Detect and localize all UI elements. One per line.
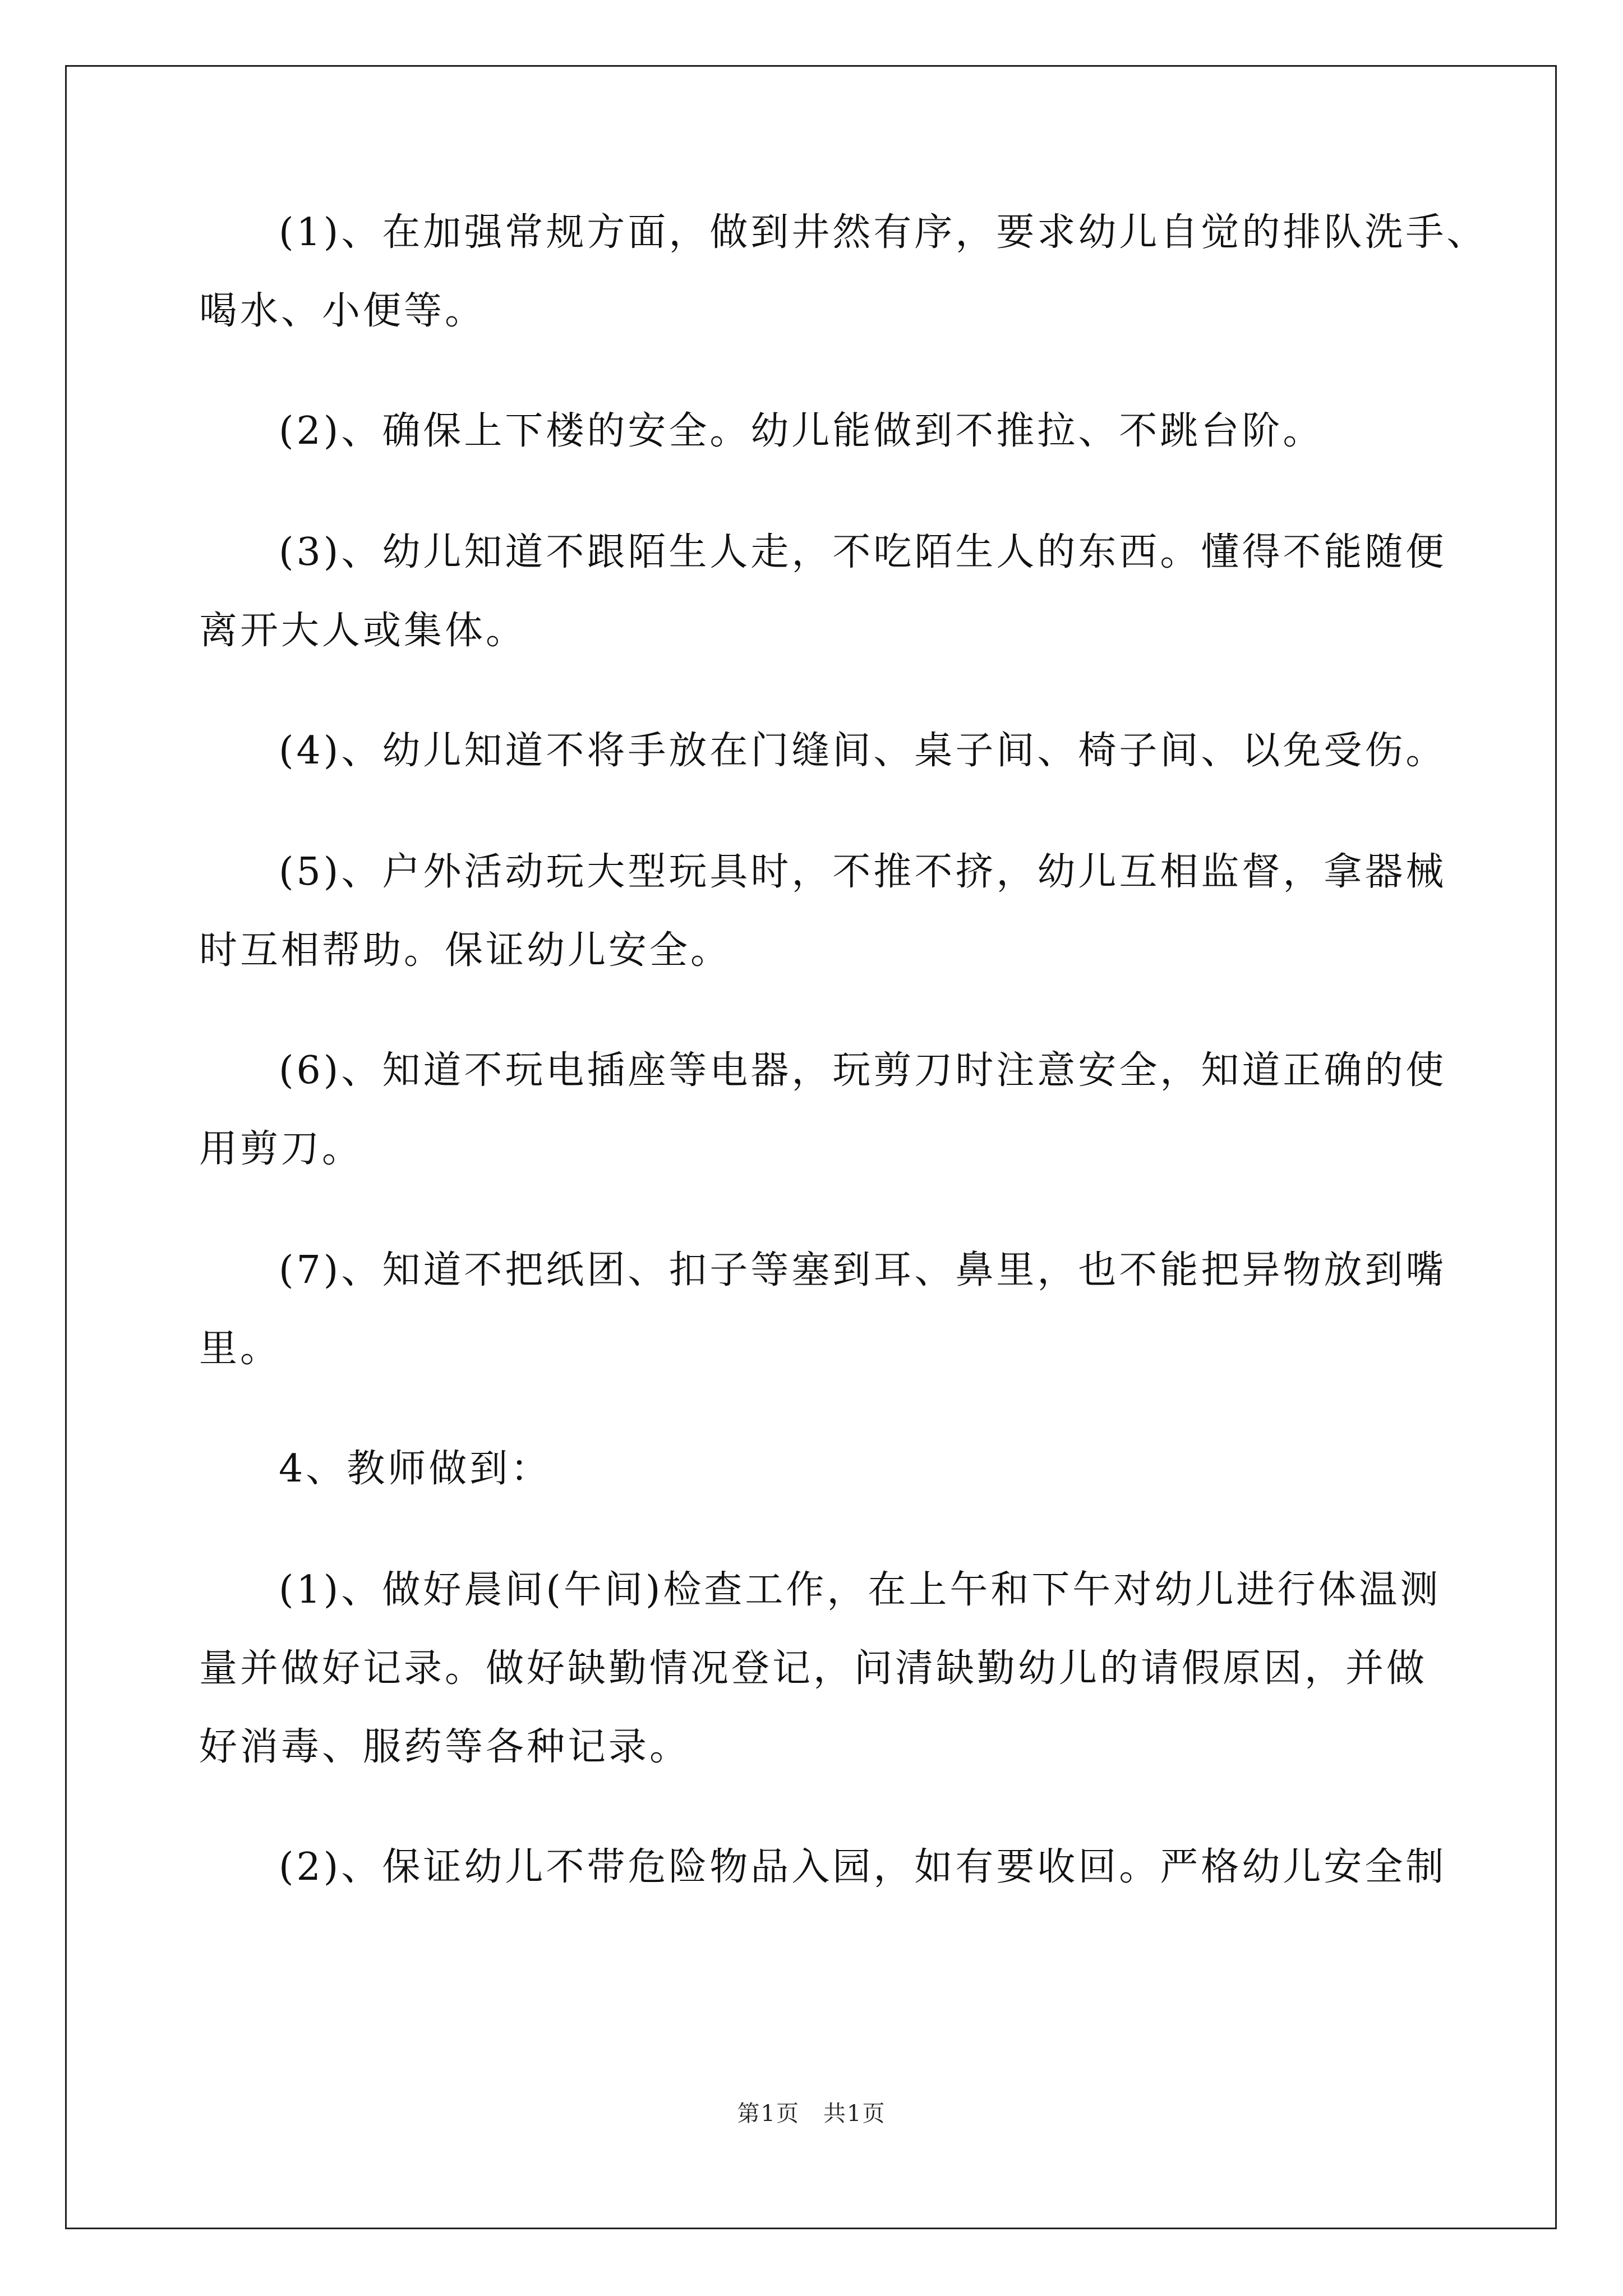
paragraph-line: (7)、知道不把纸团、扣子等塞到耳、鼻里，也不能把异物放到嘴: [279, 1248, 1447, 1292]
paragraph-line: 离开大人或集体。: [199, 609, 527, 653]
paragraph-line: (5)、户外活动玩大型玩具时，不推不挤，幼儿互相监督，拿器械: [279, 850, 1447, 894]
paragraph-line: (2)、保证幼儿不带危险物品入园，如有要收回。严格幼儿安全制: [279, 1845, 1447, 1889]
paragraph-line: (2)、确保上下楼的安全。幼儿能做到不推拉、不跳台阶。: [279, 409, 1324, 453]
paragraph-line: 里。: [199, 1327, 282, 1371]
paragraph-line: 喝水、小便等。: [199, 289, 486, 333]
page-footer: 第1页 共1页: [737, 2101, 886, 2127]
paragraph-line: (1)、在加强常规方面，做到井然有序，要求幼儿自觉的排队洗手、: [279, 210, 1488, 255]
paragraph-line: (6)、知道不玩电插座等电器，玩剪刀时注意安全，知道正确的使: [279, 1048, 1447, 1093]
paragraph-line: 好消毒、服药等各种记录。: [199, 1725, 691, 1769]
paragraph-line: 量并做好记录。做好缺勤情况登记，问清缺勤幼儿的请假原因，并做: [199, 1646, 1428, 1691]
paragraph-line: (4)、幼儿知道不将手放在门缝间、桌子间、椅子间、以免受伤。: [279, 729, 1447, 773]
paragraph-line: (3)、幼儿知道不跟陌生人走，不吃陌生人的东西。懂得不能随便: [279, 530, 1447, 574]
paragraph-line: (1)、做好晨间(午间)检查工作，在上午和下午对幼儿进行体温测: [279, 1568, 1441, 1612]
paragraph-line: 时互相帮助。保证幼儿安全。: [199, 928, 732, 973]
section-heading: 4、教师做到：: [279, 1447, 552, 1491]
paragraph-line: 用剪刀。: [199, 1127, 363, 1171]
